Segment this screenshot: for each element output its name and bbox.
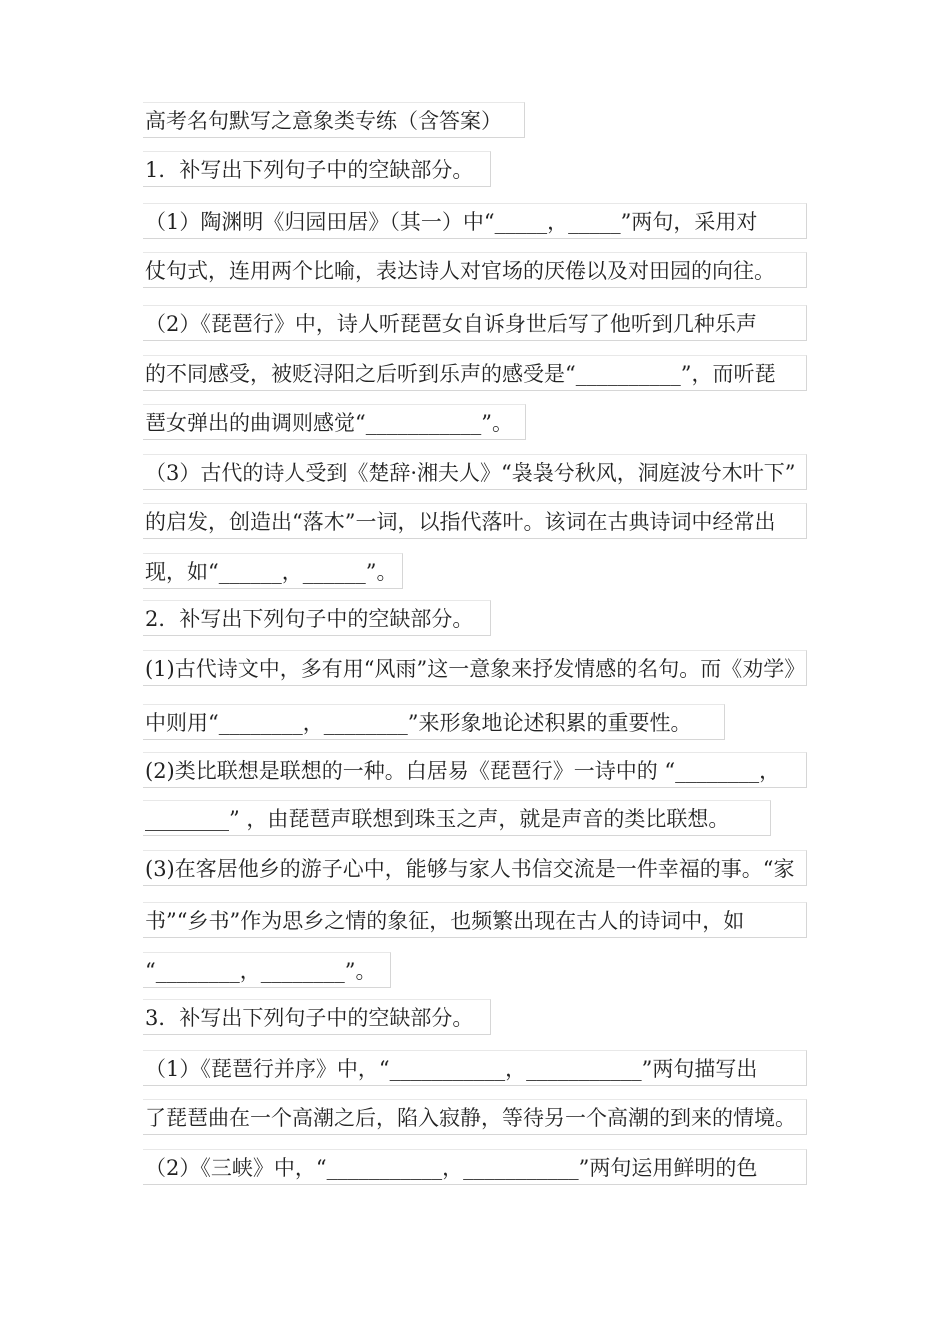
q3-item-1-line-1: （1）《琵琶行并序》中，“___________，___________”两句描写出 [143,1050,807,1086]
q1-item-3-line-3: 现，如“______，______”。 [143,553,403,589]
q1-item-2-line-2: 的不同感受，被贬浔阳之后听到乐声的感受是“__________”，而听琵 [143,355,807,391]
page-title: 高考名句默写之意象类专练（含答案） [143,102,525,138]
q2-item-3-line-1: (3)在客居他乡的游子心中，能够与家人书信交流是一件幸福的事。“家 [143,850,807,886]
q1-item-2-line-3: 琶女弹出的曲调则感觉“___________”。 [143,404,526,440]
q1-item-3-line-2: 的启发，创造出“落木”一词，以指代落叶。该词在古典诗词中经常出 [143,503,807,539]
question-2-heading: 2．补写出下列句子中的空缺部分。 [143,600,491,636]
q3-item-2-line-1: （2）《三峡》中，“___________，___________”两句运用鲜明的色 [143,1149,807,1185]
q1-item-1-line-1: （1）陶渊明《归园田居》（其一）中“_____，_____”两句，采用对 [143,203,807,239]
question-3-heading: 3．补写出下列句子中的空缺部分。 [143,999,491,1035]
question-1-heading: 1．补写出下列句子中的空缺部分。 [143,151,491,187]
q2-item-2-line-1: (2)类比联想是联想的一种。白居易《琵琶行》一诗中的 “________， [143,752,807,788]
q1-item-1-line-2: 仗句式，连用两个比喻，表达诗人对官场的厌倦以及对田园的向往。 [143,252,807,288]
q2-item-1-line-1: (1)古代诗文中，多有用“风雨”这一意象来抒发情感的名句。而《劝学》 [143,650,807,686]
q1-item-2-line-1: （2）《琵琶行》中，诗人听琵琶女自诉身世后写了他听到几种乐声 [143,305,807,341]
q3-item-1-line-2: 了琵琶曲在一个高潮之后，陷入寂静，等待另一个高潮的到来的情境。 [143,1099,807,1135]
q2-item-3-line-2: 书”“乡书”作为思乡之情的象征，也频繁出现在古人的诗词中，如 [143,902,807,938]
q1-item-3-line-1: （3）古代的诗人受到《楚辞·湘夫人》“袅袅兮秋风，洞庭波兮木叶下” [143,454,807,490]
q2-item-1-line-2: 中则用“________，________”来形象地论述积累的重要性。 [143,704,725,740]
q2-item-3-line-3: “________，________”。 [143,952,391,988]
q2-item-2-line-2: ________” ，由琵琶声联想到珠玉之声，就是声音的类比联想。 [143,800,771,836]
